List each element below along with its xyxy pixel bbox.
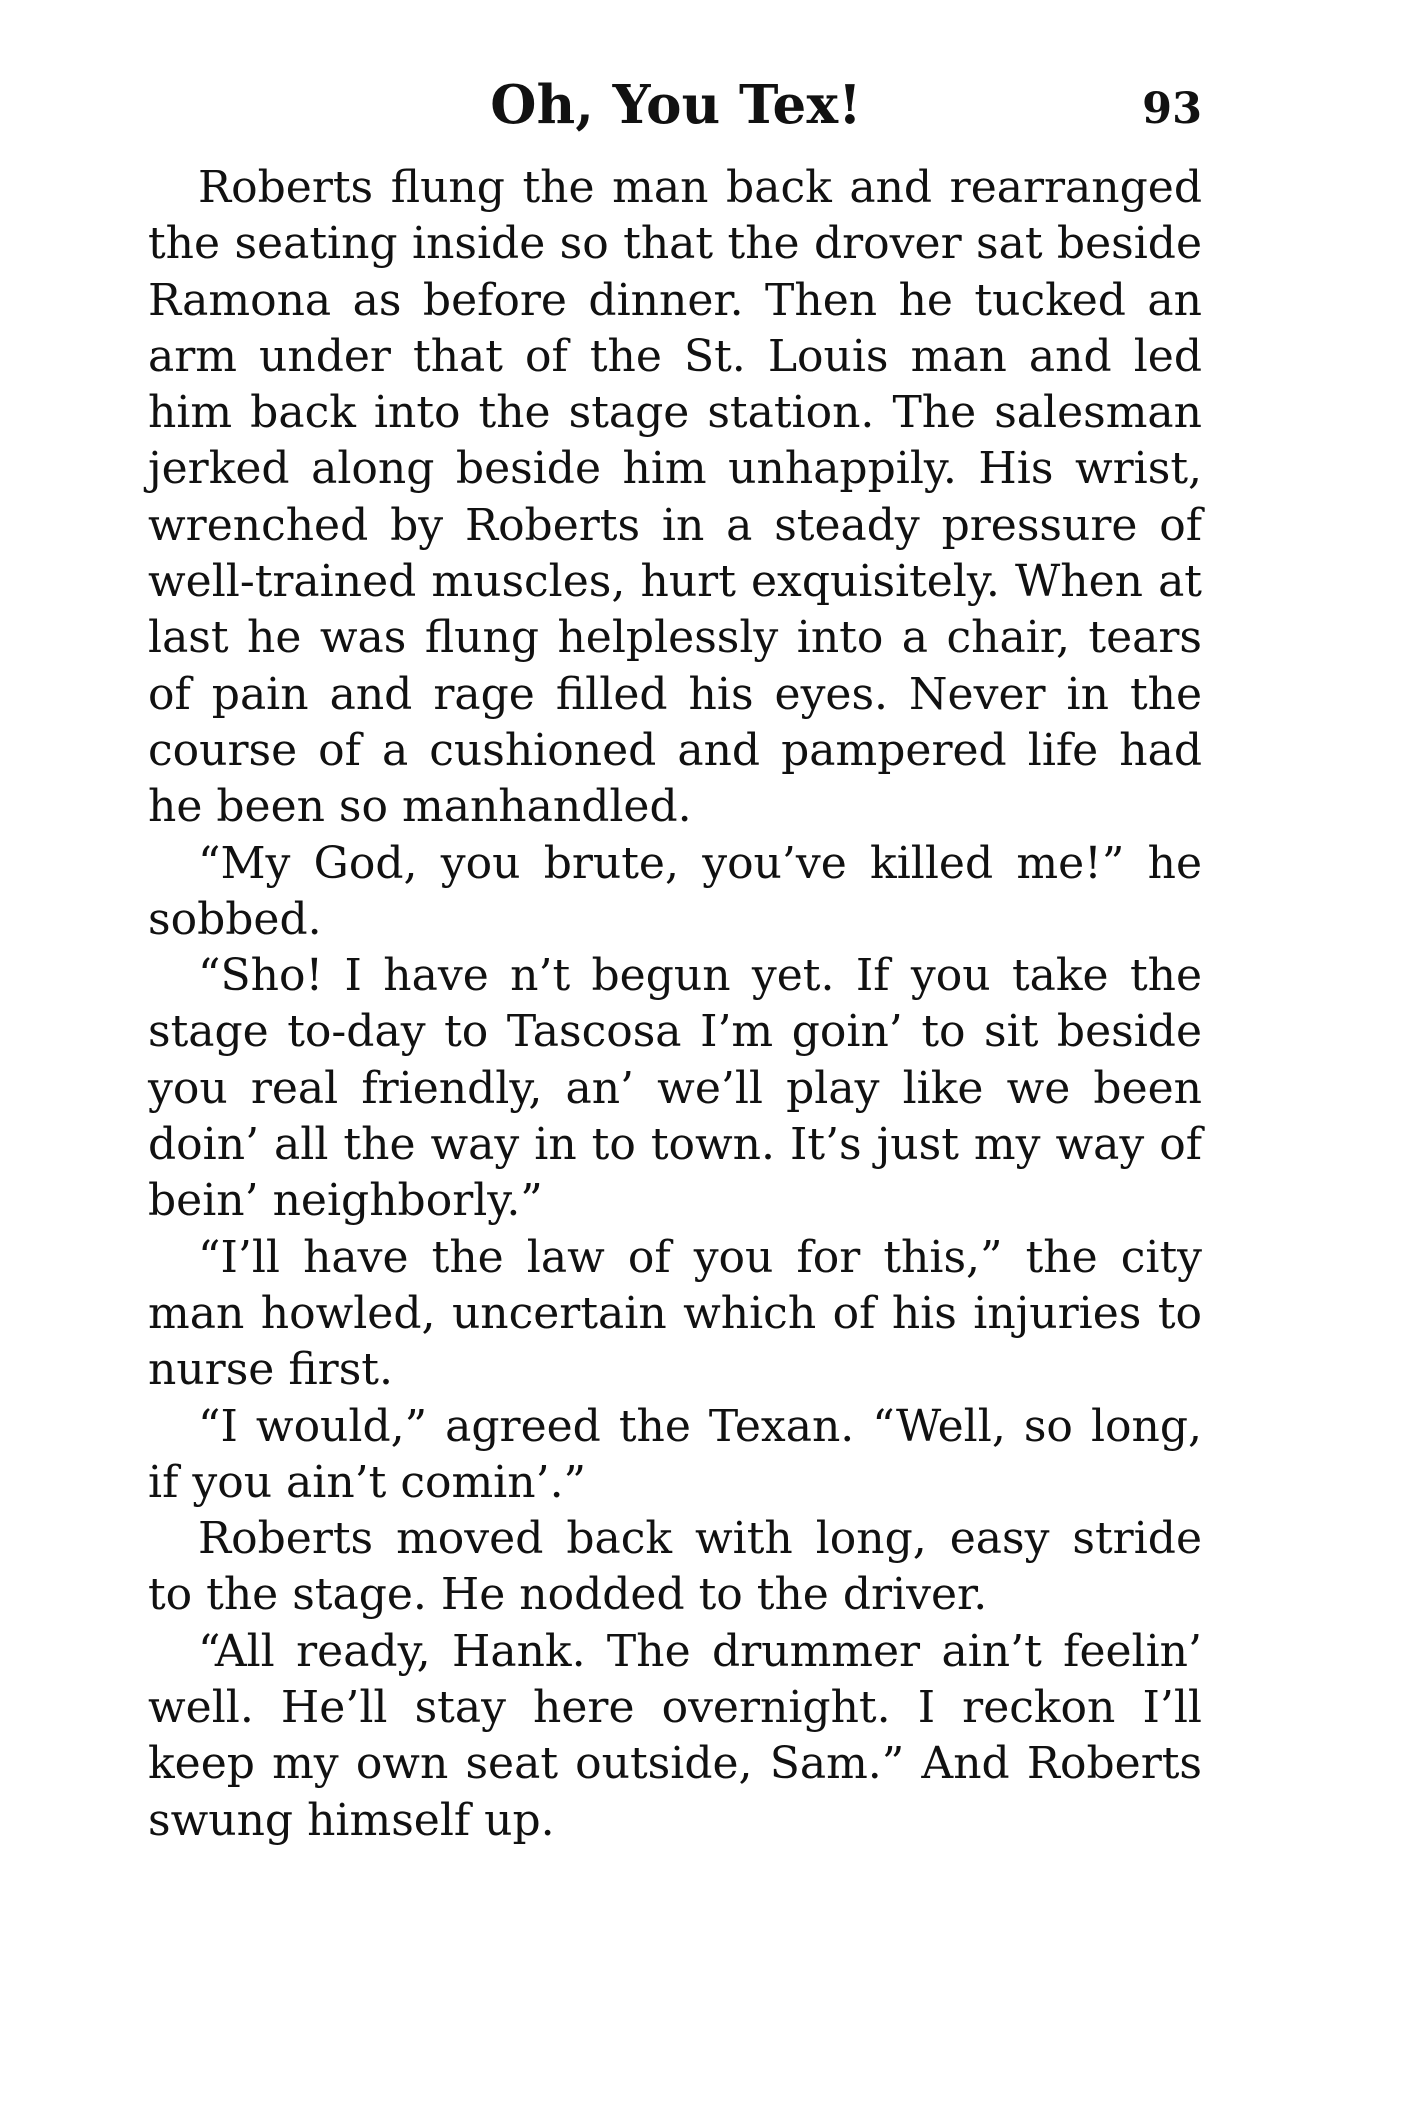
page-number: 93 — [1142, 84, 1202, 134]
paragraph: “I would,” agreed the Texan. “Well, so long, if you ain’t comin’.” — [148, 1400, 1202, 1508]
paragraph: Roberts flung the man back and rearranged the seating inside so that the drover sat beside Ramona as before dinner. Then he tucked an arm under that of the St. Louis man and led him back into the stage station. The salesman jerked along beside him unhappily. His wrist, wrenched by Roberts in a steady pressure of well-trained muscles, hurt exquisitely. When at last he was flung helplessly into a chair, tears of pain and rage filled his eyes. Never in the course of a cushioned and pampered life had he been so manhandled. — [148, 162, 1202, 833]
paragraph: “I’ll have the law of you for this,” the city man howled, uncertain which of his injuries to nurse first. — [148, 1231, 1202, 1396]
body-text — [148, 160, 1202, 1849]
paragraph: “My God, you brute, you’ve killed me!” he sobbed. — [148, 837, 1202, 945]
paragraph: Roberts moved back with long, easy stride to the stage. He nodded to the driver. — [148, 1513, 1202, 1621]
running-title: Oh, You Tex! — [490, 74, 862, 136]
paragraph: “Sho! I have n’t begun yet. If you take the stage to-day to Tascosa I’m goin’ to sit beside you real friendly, an’ we’ll play like we been doin’ all the way in to town. It’s just my way of bein’ neighborly.” — [148, 950, 1202, 1227]
running-head — [150, 70, 1202, 140]
paragraph: “All ready, Hank. The drummer ain’t feelin’ well. He’ll stay here overnight. I reckon I’ll keep my own seat outside, Sam.” And Roberts swung himself up. — [148, 1625, 1202, 1846]
